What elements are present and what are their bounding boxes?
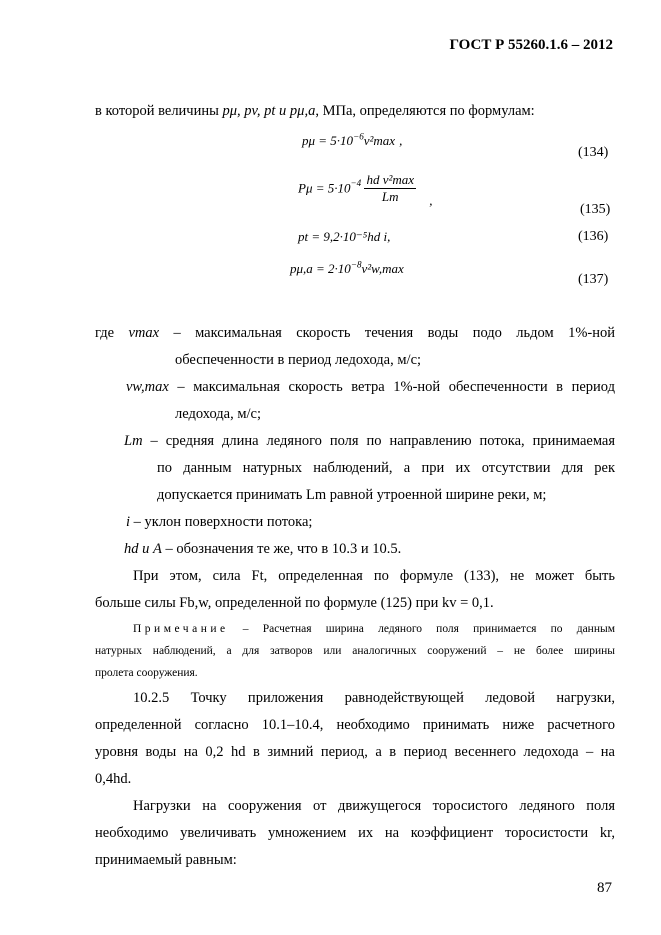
def-hd-line bbox=[124, 536, 401, 563]
def-lm-line1 bbox=[124, 428, 615, 455]
formula-137 bbox=[290, 261, 404, 277]
note-label: Примечание bbox=[133, 623, 229, 635]
def-lm-line2: по данным натурных наблюдений, а при их отсутствии для рек bbox=[157, 460, 615, 476]
para1-line1: При этом, сила Ft, определенная по формуле (133), не может быть bbox=[133, 568, 615, 584]
def-vw-line2: ледохода, м/с; bbox=[175, 406, 262, 422]
i-symbol: i bbox=[126, 514, 131, 530]
para2-line2: определенной согласно 10.1–10.4, необходимо принимать ниже расчетного bbox=[95, 717, 615, 733]
equation-number-136: (136) bbox=[578, 229, 609, 244]
def-lm-line3: допускается принимать Lm равной утроенной ширине реки, м; bbox=[157, 487, 547, 503]
para3-line1: Нагрузки на сооружения от движущегося торосистого ледяного поля bbox=[133, 798, 615, 814]
equation-number-135: (135) bbox=[580, 202, 611, 217]
vw-symbol: vw,max bbox=[126, 379, 169, 395]
para1-line2: больше силы Fb,w, определенной по формуле (125) при kv = 0,1. bbox=[95, 595, 494, 611]
para2-line3: уровня воды на 0,2 hd в зимний период, а в период весеннего ледохода – на bbox=[95, 744, 615, 760]
formula-135-numerator: hd v²max bbox=[366, 172, 415, 187]
lm-text-1: – средняя длина ледяного поля по направлению потока, принимаемая bbox=[150, 433, 616, 449]
vmax-text-1: – максимальная скорость течения воды подо льдом 1%-ной bbox=[173, 325, 616, 341]
intro-line bbox=[95, 98, 535, 125]
intro-vars: pμ, pv, pt и pμ,a bbox=[222, 103, 316, 119]
formula-134 bbox=[302, 133, 402, 149]
formula-136: pt = 9,2·10⁻⁵hd i, bbox=[298, 229, 391, 244]
def-vmax-line1 bbox=[95, 320, 615, 347]
document-code: ГОСТ Р 55260.1.6 – 2012 bbox=[449, 37, 613, 53]
hd-symbol: hd и A bbox=[124, 541, 162, 557]
formula-137-rest: v²w,max bbox=[361, 261, 404, 276]
where-word: где bbox=[95, 325, 115, 341]
vmax-symbol: vmax bbox=[128, 325, 160, 341]
vw-text-1: – максимальная скорость ветра 1%-ной обеспеченности в период bbox=[177, 379, 616, 395]
formula-134-rest: v²max bbox=[363, 133, 396, 148]
formula-134-exp: −6 bbox=[353, 131, 364, 142]
para2-line4: 0,4hd. bbox=[95, 771, 132, 787]
formula-135 bbox=[298, 172, 433, 209]
formula-135-trail: , bbox=[429, 193, 433, 209]
note-text-1: – Расчетная ширина ледяного поля принимается по данным bbox=[228, 623, 615, 635]
formula-134-trail: , bbox=[399, 133, 403, 148]
formula-137-lhs: pμ,a = 2·10 bbox=[290, 261, 351, 276]
equation-number-137: (137) bbox=[578, 272, 609, 287]
note-line2: натурных наблюдений, а для затворов или аналогичных сооружений – не более ширины bbox=[95, 645, 615, 657]
note-line3: пролета сооружения. bbox=[95, 667, 198, 679]
para3-line2: необходимо увеличивать умножением их на коэффициент торосистости kr, bbox=[95, 825, 615, 841]
def-vw-line1 bbox=[126, 374, 615, 401]
para3-line3: принимаемый равным: bbox=[95, 852, 237, 868]
page-number: 87 bbox=[597, 880, 612, 896]
hd-text: – обозначения те же, что в 10.3 и 10.5. bbox=[165, 541, 402, 557]
def-i-line bbox=[126, 509, 312, 536]
note-line1 bbox=[133, 618, 615, 640]
formula-135-exp: −4 bbox=[350, 178, 362, 189]
def-vmax-line2: обеспеченности в период ледохода, м/с; bbox=[175, 352, 422, 368]
formula-135-fraction bbox=[364, 172, 416, 205]
intro-prefix: в которой величины bbox=[95, 103, 223, 119]
i-text: – уклон поверхности потока; bbox=[133, 514, 313, 530]
equation-number-134: (134) bbox=[578, 145, 609, 160]
lm-symbol: Lm bbox=[124, 433, 143, 449]
formula-137-exp: −8 bbox=[350, 259, 362, 270]
formula-135-lhs: Pμ = 5·10 bbox=[298, 180, 351, 196]
formula-135-denominator: Lm bbox=[381, 189, 399, 204]
intro-suffix: , МПа, определяются по формулам: bbox=[315, 103, 535, 119]
formula-134-lhs: pμ = 5·10 bbox=[302, 133, 354, 148]
para2-line1: 10.2.5 Точку приложения равнодействующей ледовой нагрузки, bbox=[133, 690, 615, 706]
